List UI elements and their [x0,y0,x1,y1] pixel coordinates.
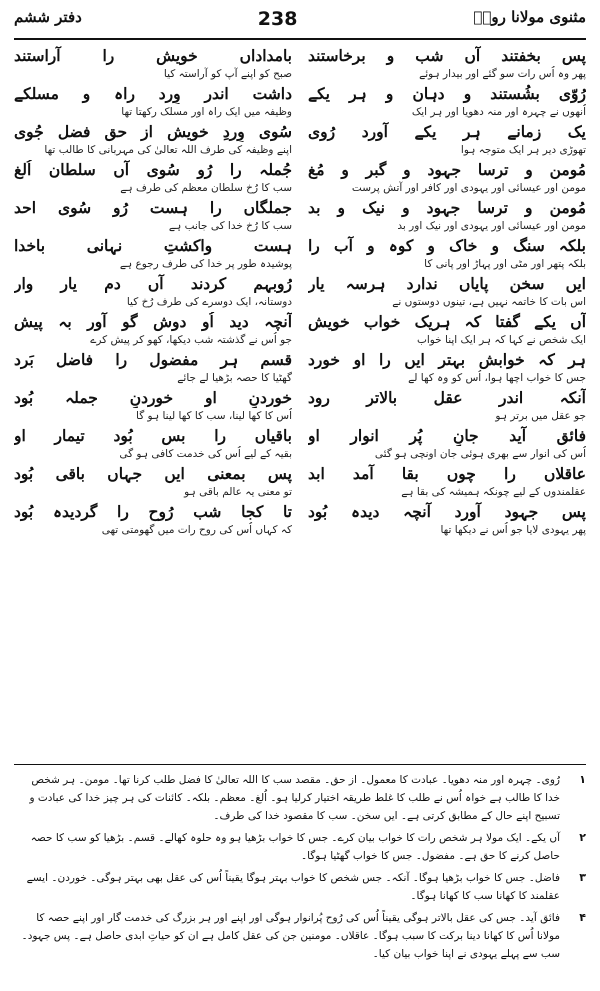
verse-line: بلکہ سنگ و خاک و کوہ و آب را [308,236,586,255]
verse-body [14,40,586,758]
footnote [14,869,586,905]
footnote [14,771,586,825]
footnote-text: رُوی۔ چہرہ اور منہ دھویا۔ عبادت کا معمول۔ از حق۔ مقصد سب کا اللہ تعالیٰ کا فضل طلب کرنا تھا۔ مومن۔ ہر شخص خدا کا طالب ہے خواہ اُس نے طلب کا غلط طریقہ اختیار کرلیا ہو۔ اُلغ۔ معظم۔ بلکہ۔ کائنات کی ہر چیز خدا کی عبادت و تسبیح اپنے حال کے مطابق کرتی ہے۔ ایں سخن۔ سب کا مقصود خدا کی طرف۔ [29,774,560,822]
footnote-number: ۳ [579,871,586,884]
translation-line: پھر وہ اُس رات سو گئے اور بیدار ہوئے [419,68,586,80]
verse-line: سُوی وِردِ خویش از حق فضل جُوی [14,122,292,141]
verse-line: فائق آید جانِ پُر انوار او [308,426,586,445]
verse-line: یک زمانے ہر یکے آورد رُوی [308,122,586,141]
left-column [14,46,292,758]
footnote-text: آں یکے۔ ایک مولا ہر شخص رات کا خواب بیان کرے۔ جس کا خواب بڑھیا ہو وہ حلوہ کھالے۔ قسم۔ بڑھیا کو سب کا حصہ حاصل کرنے کا حق ہے۔ مفضول۔ جس کا خواب گھٹیا ہوگا۔ [30,832,560,862]
translation-line: کہ کہاں اُس کی روح رات میں گھومتی تھی [101,524,292,536]
footnote [14,909,586,963]
verse-line: آنچہ دید اُو دوش گو آور بہ پیش [14,312,292,331]
translation-line: عقلمندوں کے لیے چونکہ ہمیشہ کی بقا ہے [401,486,586,498]
translation-line: ایک شخص نے کہا کہ ہر ایک اپنا خواب [416,334,586,346]
translation-line: مومن اور عیسائی اور یہودی اور کافر اور آتش پرست [351,182,586,194]
verse-line: عاقلاں را چوں بقا آمد ابد [308,464,586,483]
footnote-number: ۱ [579,773,586,786]
footnote-text: فاضل۔ جس کا خواب بڑھیا ہوگا۔ آنکہ۔ جس شخص کا خواب بہتر ہوگا یقیناً اُس کی عقل بھی بہتر ہوگی۔ خوردن۔ ایسے عقلمند کا کھانا سب کا کھانا ہوگا۔ [26,872,560,902]
translation-line: تو معنی یہ عالم باقی ہو [184,486,292,498]
translation-line: گھٹیا کا حصہ بڑھیا لے جائے [177,372,292,384]
verse-line: خوردنِ او خوردنِ جملہ بُود [14,388,292,407]
footnote-number: ۲ [579,831,586,844]
footnote-text: فائق آید۔ جس کی عقل بالاتر ہوگی یقیناً اُس کی رُوح پُرانوار ہوگی اور اپنے اور ہر بزرگ کی خدمت گار اور اپنے حصہ کا مولانا اُس کا کھانا دینا برکت کا سبب ہوگا۔ عاقلاں۔ مومنین جن کی عقل کامل ہے ان کو حیاتِ ابدی حاصل ہے۔ پس جہود۔ سب سے پہلے یہودی نے اپنا خواب بیان کیا۔ [21,912,560,960]
verse-line: ہر کہ خوابش بہتر ایں را او خورد [308,350,586,369]
verse-line: قسم ہر مفضول را فاضل بَرد [14,350,292,369]
translation-line: اُس کا کھا لینا، سب کا کھا لینا ہو گا [136,410,292,422]
verse-line: جملگاں را ہست رُو سُوی احد [14,198,292,217]
verse-line: باقیاں را بس بُود تیمار او [14,426,292,445]
verse-line: آں یکے گفتا کہ ہریک خواب خویش [308,312,586,331]
verse-line: جُملہ را رُو سُوی آں سلطان اُلغ [14,160,292,179]
verse-line: پس بمعنی ایں جہاں باقی بُود [14,464,292,483]
translation-line: سب کا رُخ سلطان معظم کی طرف ہے [120,182,292,194]
translation-line: تھوڑی دیر ہر ایک متوجہ ہوا [460,144,586,156]
verse-line: داشت اندر وِرد راہ و مسلکے [14,84,292,103]
translation-line: جس کا خواب اچھا ہوا، اُس کو وہ کھا لے [408,372,586,384]
verse-line: بامداداں خویش را آراستند [14,46,292,65]
verse-line: رُوّی بشُستند و دہان و ہر یکے [308,84,586,103]
translation-line: اس بات کا خاتمہ نہیں ہے، تینوں دوستوں نے [392,296,586,308]
translation-line: پھر یہودی لایا جو اُس نے دیکھا تھا [440,524,586,536]
verse-line: پس جہود آورد آنچہ دیدہ بُود [308,502,586,521]
translation-line: اُس کی انوار سے بھری ہوئی جان اونچی ہو گئی [374,448,586,460]
translation-line: اُنھوں نے چہرہ اور منہ دھویا اور ہر ایک [411,106,586,118]
verse-line: تا کجا شب رُوح را گردیدہ بُود [14,502,292,521]
translation-line: پوشیدہ طور پر خدا کی طرف رجوع ہے [119,258,292,270]
verse-line: مُومن و ترسا جہود و گبر و مُغ [308,160,586,179]
footnotes [14,765,586,963]
verse-line: آنکہ اندر عقل بالاتر رود [308,388,586,407]
translation-line: وظیفہ میں ایک راہ اور مسلک رکھتا تھا [121,106,292,118]
page-header [14,8,586,38]
footnote [14,829,586,865]
translation-line: اپنے وظیفہ کی طرف اللہ تعالیٰ کی مہربانی کا طالب تھا [44,144,292,156]
translation-line: جو عقل میں برتر ہو [495,410,586,422]
verse-line: رُوبہم کردند آں دم یار وار [14,274,292,293]
translation-line: سب کا رُخ خدا کی جانب ہے [168,220,292,232]
translation-line: مومن اور عیسائی اور یہودی اور نیک اور بد [397,220,586,232]
footnote-number: ۴ [579,911,586,924]
translation-line: بقیہ کے لیے اُس کی خدمت کافی ہو گی [119,448,292,460]
translation-line: بلکہ پتھر اور مٹی اور پہاڑ اور پانی کا [424,258,586,270]
verse-line: ایں سخن پایاں ندارد ہرسہ یار [308,274,586,293]
translation-line: صبح کو اپنے آپ کو آراستہ کیا [163,68,292,80]
page-number: 238 [257,8,298,30]
verse-line: پس بخفتند آں شب و برخاستند [308,46,586,65]
book-title: مثنوی مولانا رومؒ [473,8,586,26]
translation-line: دوستانہ، ایک دوسرے کی طرف رُخ کیا [126,296,292,308]
verse-line: مُومن و ترسا جہود و نیک و بد [308,198,586,217]
right-column [308,46,586,758]
volume-title: دفتر ششم [14,8,82,26]
translation-line: جو اُس نے گذشتہ شب دیکھا، کھو کر پیش کرے [90,334,292,346]
verse-line: ہست واکشتِ نہانی باخدا [14,236,292,255]
